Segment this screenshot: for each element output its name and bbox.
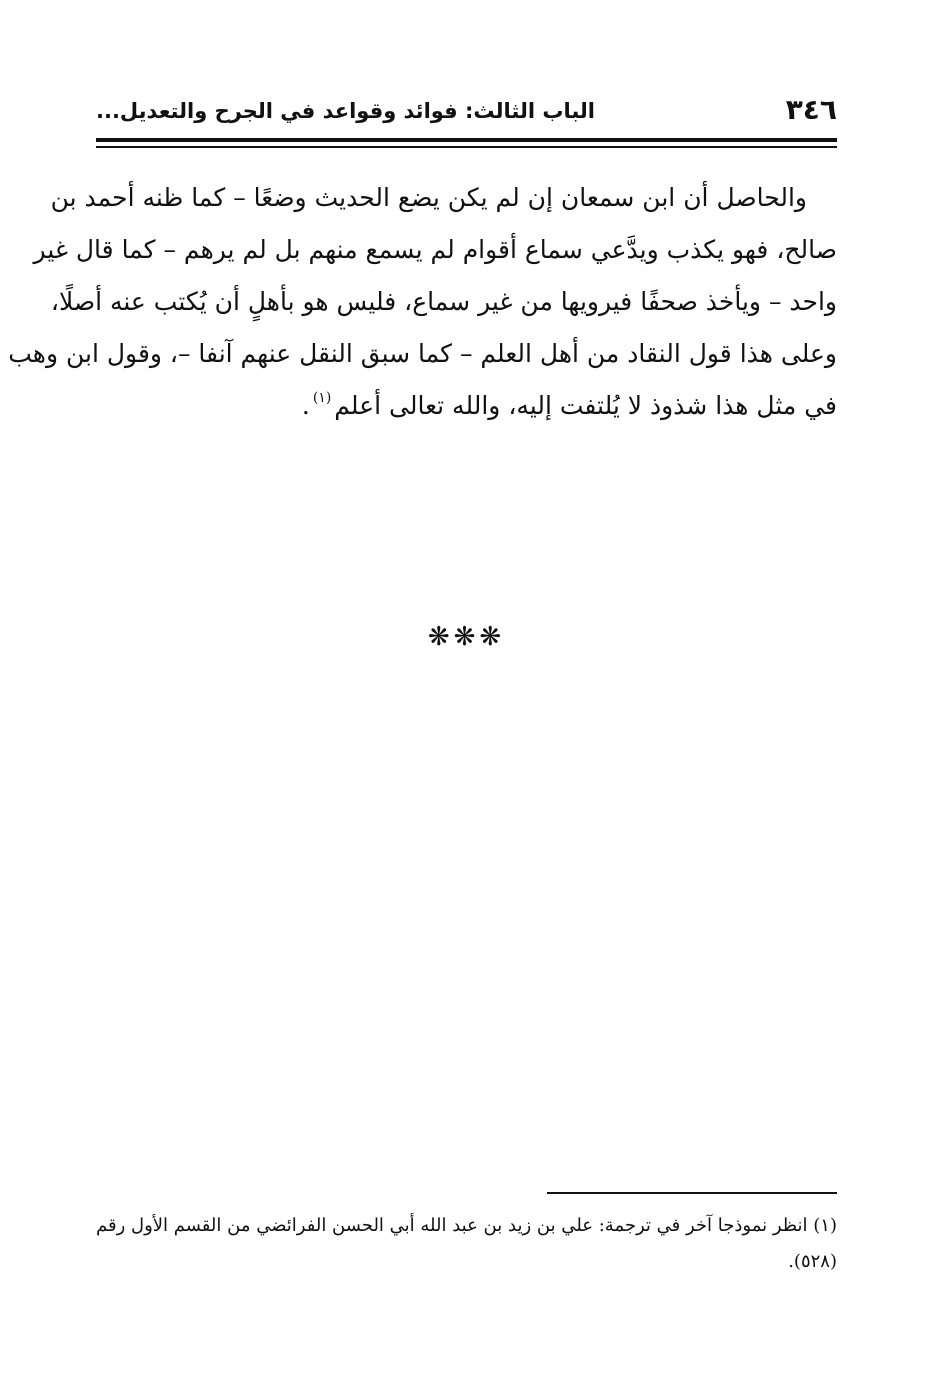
body-line: وعلى هذا قول النقاد من أهل العلم – كما سبق النقل عنهم آنفا –، وقول ابن وهب xyxy=(8,339,837,368)
footnote-line: (١) انظر نموذجا آخر في ترجمة: علي بن زيد بن عبد الله أبي الحسن الفرائضي من القسم الأول رقم xyxy=(96,1215,837,1236)
running-header xyxy=(96,92,837,132)
header-rule-thin xyxy=(96,146,837,148)
body-line-text: في مثل هذا شذوذ لا يُلتفت إليه، والله تعالى أعلم xyxy=(334,391,837,420)
footnotes xyxy=(96,1208,837,1280)
end-punctuation: . xyxy=(301,391,310,420)
footnote-reference: (١) xyxy=(312,390,332,406)
header-rule-thick xyxy=(96,138,837,142)
running-title: الباب الثالث: فوائد وقواعد في الجرح والتعديل... xyxy=(96,99,596,123)
body-line-last xyxy=(96,380,837,432)
footnote-rule xyxy=(547,1192,837,1194)
body-line: والحاصل أن ابن سمعان إن لم يكن يضع الحديث وضعًا – كما ظنه أحمد بن xyxy=(50,183,807,212)
page-number: ٣٤٦ xyxy=(785,93,837,126)
body-line: صالح، فهو يكذب ويدَّعي سماع أقوام لم يسمع منهم بل لم يرهم – كما قال غير xyxy=(33,235,837,264)
section-separator: ❋❋❋ xyxy=(427,622,506,652)
body-paragraph xyxy=(8,172,837,652)
footnote-line: (٥٢٨). xyxy=(788,1251,837,1272)
body-line: واحد – ويأخذ صحفًا فيرويها من غير سماع، فليس هو بأهلٍ أن يُكتب عنه أصلًا، xyxy=(50,287,837,316)
